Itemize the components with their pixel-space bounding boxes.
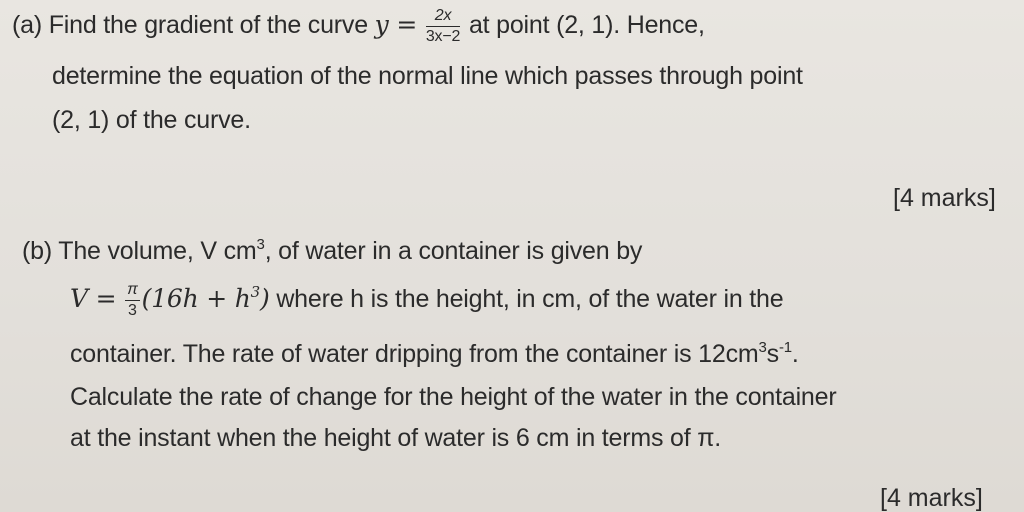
- part-b-marks: [4 marks]: [880, 484, 983, 512]
- part-a-line-1-text: Find the gradient of the curve: [48, 11, 368, 40]
- part-b-line-2: [70, 282, 783, 319]
- part-b-fraction-numerator: π: [125, 282, 140, 301]
- part-a-line-3: (2, 1) of the curve.: [52, 106, 251, 134]
- part-b-fraction: [125, 282, 140, 319]
- part-b-line-3-start: container. The rate of water dripping from the container is 12cm: [70, 340, 759, 368]
- part-b-line-3-exponent-1: 3: [758, 339, 767, 356]
- part-a-line-1-end: at point (2, 1). Hence,: [468, 11, 705, 40]
- part-b-line-1-start: The volume, V cm: [58, 237, 257, 265]
- part-b-v-equals: V =: [70, 284, 117, 314]
- part-a-line-2: determine the equation of the normal line which passes through point: [52, 62, 803, 90]
- part-b-line-1: [22, 237, 642, 266]
- part-b-fraction-denominator: 3: [128, 302, 137, 319]
- part-b-line-3: [70, 340, 799, 369]
- part-a-fraction-numerator: 2x: [426, 8, 460, 27]
- part-b-line-5: at the instant when the height of water is 6 cm in terms of π.: [70, 424, 722, 452]
- part-b-line-1-exponent: 3: [256, 236, 265, 253]
- part-b-line-4: Calculate the rate of change for the height of the water in the container: [70, 383, 837, 411]
- part-a-y-equals: y =: [374, 10, 418, 40]
- part-b-label: (b): [22, 237, 52, 265]
- part-a-fraction: [426, 8, 460, 45]
- part-b-line-2-end: where h is the height, in cm, of the water in the: [276, 285, 784, 314]
- part-a-fraction-denominator: 3x−2: [425, 28, 461, 45]
- part-b-line-1-end: , of water in a container is given by: [264, 237, 643, 265]
- part-a-marks: [4 marks]: [893, 184, 996, 212]
- part-b-line-3-end: .: [791, 340, 799, 368]
- part-a-label: (a): [12, 11, 42, 40]
- part-b-expression-close: ): [260, 284, 270, 314]
- part-b-expression-open: (16h + h: [141, 284, 251, 314]
- part-b-line-3-mid: s: [766, 340, 779, 368]
- part-a-line-1: [12, 8, 705, 45]
- part-b-expression-exponent: 3: [250, 283, 260, 302]
- part-b-line-3-exponent-2: -1: [778, 339, 792, 356]
